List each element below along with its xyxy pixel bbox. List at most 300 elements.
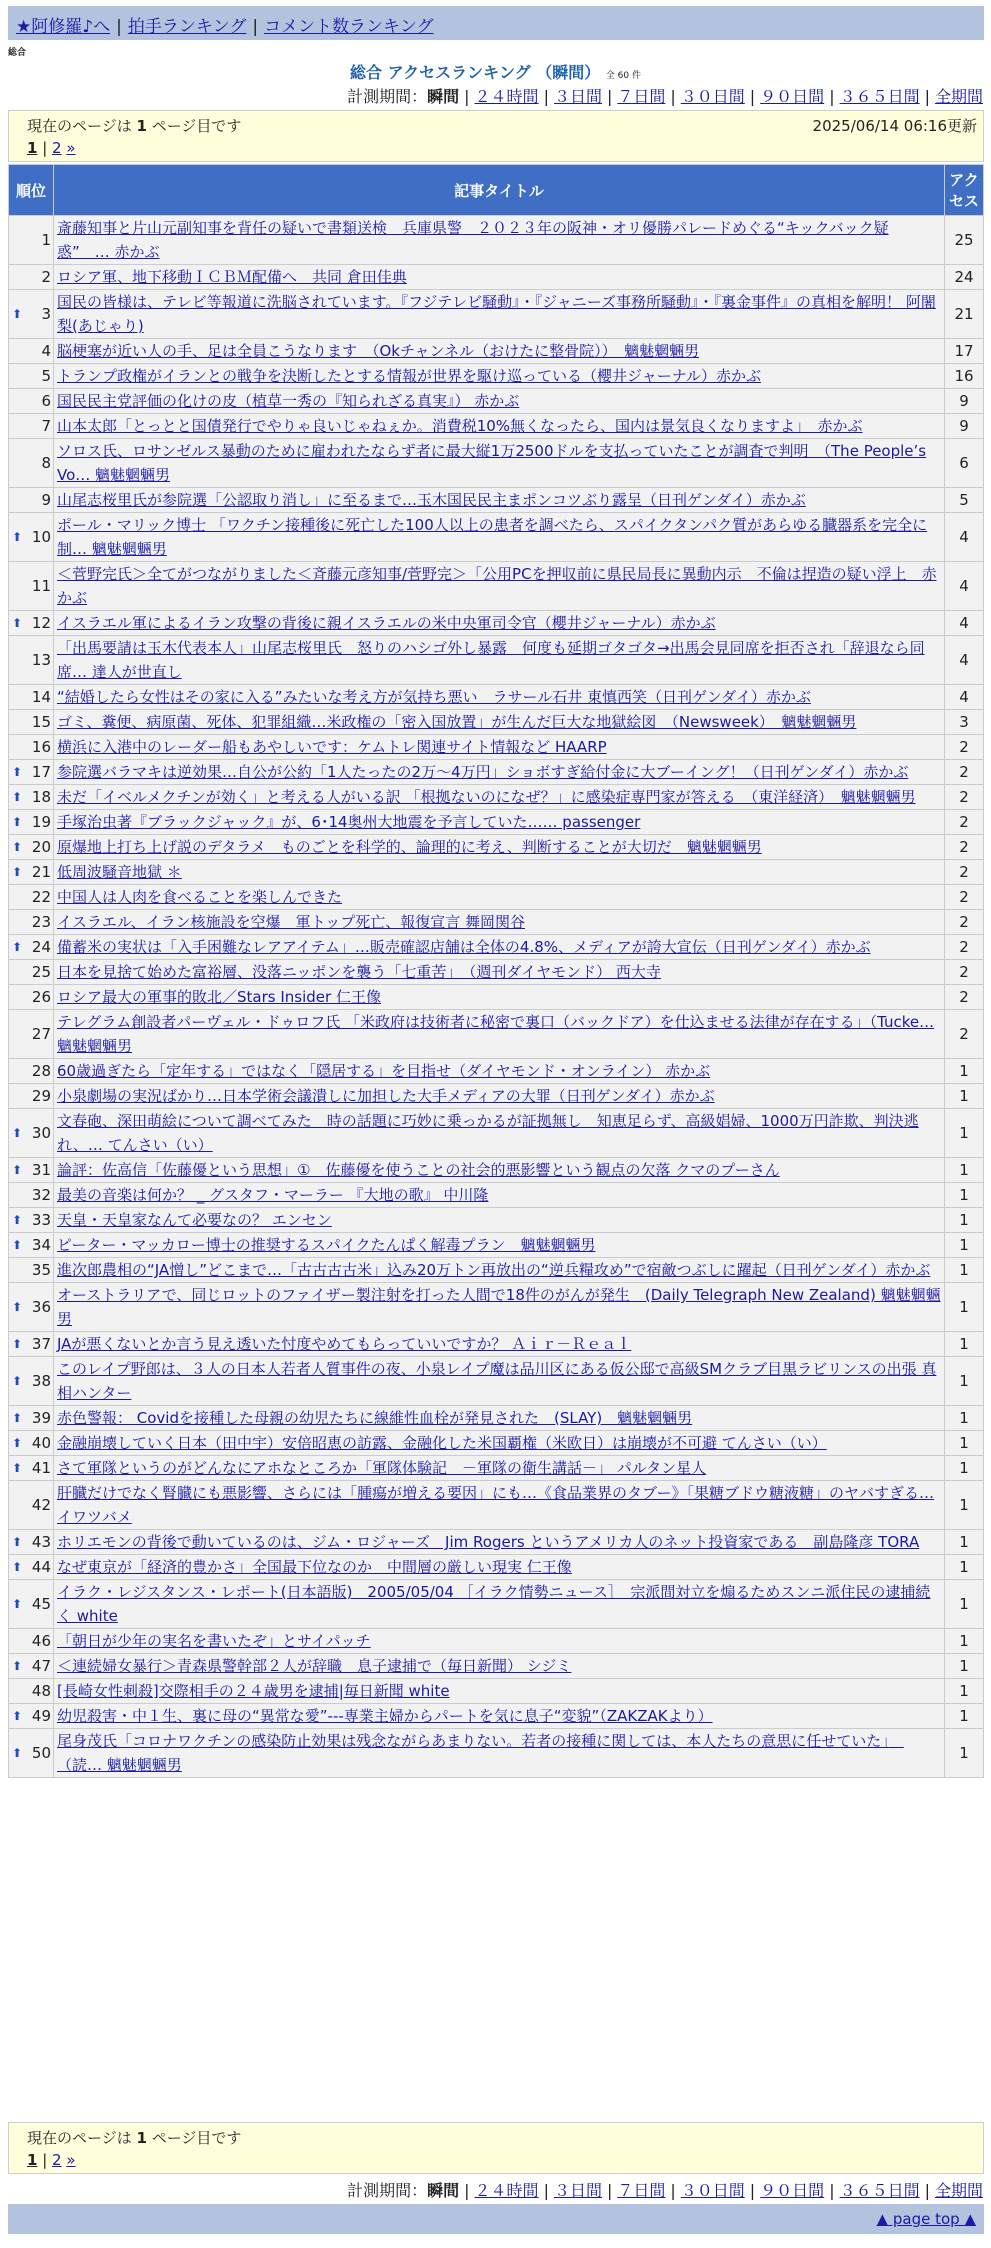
rank-number: 16	[31, 738, 51, 756]
rank-up-arrow-icon: ⬆	[12, 1659, 23, 1673]
rank-cell	[9, 760, 53, 784]
title-cell	[54, 710, 944, 734]
rank-number: 44	[31, 1558, 51, 1576]
rank-up-arrow-icon: ⬆	[12, 1436, 23, 1450]
article-title-link[interactable]: 未だ「イベルメクチンが効く」と考える人がいる訳 「根拠ないのになぜ？」に感染症専門家が答える （東洋経済） 魑魅魍魎男	[57, 788, 916, 806]
page-1-current: 1	[27, 139, 38, 157]
rank-number: 45	[31, 1595, 51, 1613]
article-title-link[interactable]: トランプ政権がイランとの戦争を決断したとする情報が世界を駆け巡っている（櫻井ジャーナル）赤かぶ	[57, 367, 761, 385]
rank-number: 48	[31, 1682, 51, 1700]
header-title: 記事タイトル	[54, 165, 944, 215]
article-title-link[interactable]: 斎藤知事と片山元副知事を背任の疑いで書類送検 兵庫県警 ２０２３年の阪神・オリ優勝パレードめぐる“キックバック疑惑” … 赤かぶ	[57, 219, 889, 261]
rank-cell	[9, 860, 53, 884]
table-row	[9, 1629, 983, 1653]
period-selector-top: 計測期間：瞬間 | ２４時間 | ３日間 | ７日間 | ３０日間 | ９０日間 | ３６５日間 | 全期間	[347, 87, 983, 106]
rank-cell	[9, 1629, 53, 1653]
rank-cell	[9, 339, 53, 363]
rank-number: 35	[31, 1261, 51, 1279]
access-count: 3	[945, 710, 983, 734]
article-title-link[interactable]: 中国人は人肉を食べることを楽しんできた	[57, 888, 343, 906]
table-row	[9, 710, 983, 734]
table-row	[9, 1431, 983, 1455]
article-title-link[interactable]: 金融崩壊していく日本（田中宇）安倍昭恵の訪露、金融化した米国覇権（米欧日）は崩壊が不可避 てんさい（い）	[57, 1434, 827, 1452]
rank-up-arrow-icon: ⬆	[12, 790, 23, 804]
rank-number: 8	[41, 454, 51, 472]
rank-cell	[9, 1258, 53, 1282]
access-count: 2	[945, 935, 983, 959]
rank-number: 12	[31, 614, 51, 632]
rank-number: 11	[31, 577, 51, 595]
table-row	[9, 1258, 983, 1282]
page-2-link[interactable]: 2	[52, 139, 62, 157]
page-title-text: 総合 アクセスランキング （瞬間）	[350, 63, 601, 82]
page-info-bottom	[8, 2122, 984, 2174]
title-cell	[54, 735, 944, 759]
title-cell	[54, 1530, 944, 1554]
rank-cell	[9, 216, 53, 264]
access-count: 9	[945, 414, 983, 438]
article-title-link[interactable]: 参院選バラマキは逆効果…自公が公約「1人たったの2万～4万円」ショボすぎ給付金に大ブーイング！（日刊ゲンダイ）赤かぶ	[57, 763, 909, 781]
rank-cell	[9, 1233, 53, 1257]
rank-cell	[9, 1183, 53, 1207]
title-cell	[54, 1580, 944, 1628]
access-count: 1	[945, 1109, 983, 1157]
rank-up-arrow-icon: ⬆	[12, 530, 23, 544]
access-count: 1	[945, 1208, 983, 1232]
title-cell	[54, 760, 944, 784]
table-row	[9, 1283, 983, 1331]
rank-cell	[9, 785, 53, 809]
table-row	[9, 985, 983, 1009]
access-count: 4	[945, 611, 983, 635]
article-title-link[interactable]: ピーター・マッカロー博士の推奨するスパイクたんぱく解毒プラン 魑魅魍魎男	[57, 1236, 596, 1254]
rank-cell	[9, 1431, 53, 1455]
access-count: 2	[945, 860, 983, 884]
page-title	[0, 60, 991, 83]
rank-number: 23	[31, 913, 51, 931]
table-row	[9, 785, 983, 809]
article-title-link[interactable]: 肝臓だけでなく腎臓にも悪影響、さらには「腫瘍が増える要因」にも…《食品業界のタブー》「果糖ブドウ糖液糖」のヤバすぎる… イワツバメ	[57, 1484, 935, 1526]
table-row	[9, 910, 983, 934]
rank-number: 33	[31, 1211, 51, 1229]
title-cell	[54, 985, 944, 1009]
rank-number: 50	[31, 1744, 51, 1762]
article-title-link[interactable]: 横浜に入港中のレーダー船もあやしいです：ケムトレ関連サイト情報など HAARP	[57, 738, 607, 756]
table-row	[9, 1456, 983, 1480]
rank-cell	[9, 1084, 53, 1108]
rank-number: 38	[31, 1372, 51, 1390]
rank-up-arrow-icon: ⬆	[12, 1238, 23, 1252]
title-cell	[54, 1208, 944, 1232]
table-row	[9, 216, 983, 264]
rank-number: 15	[31, 713, 51, 731]
title-cell	[54, 960, 944, 984]
rank-number: 2	[41, 268, 51, 286]
rank-number: 42	[31, 1496, 51, 1514]
page-2-link[interactable]: 2	[52, 2151, 62, 2169]
rank-number: 22	[31, 888, 51, 906]
rank-number: 19	[31, 813, 51, 831]
access-count: 1	[945, 1357, 983, 1405]
page-1-current: 1	[27, 2151, 38, 2169]
rank-number: 6	[41, 392, 51, 410]
rank-cell	[9, 1530, 53, 1554]
title-cell	[54, 685, 944, 709]
title-cell	[54, 1233, 944, 1257]
title-cell	[54, 810, 944, 834]
next-page-link[interactable]: »	[66, 2151, 76, 2169]
period-link-7d[interactable]: ７日間	[617, 87, 666, 106]
article-title-link[interactable]: さて軍隊というのがどんなにアホなところか「軍隊体験記 －軍隊の衛生講話－」 パルタン星人	[57, 1459, 707, 1477]
rank-cell	[9, 1456, 53, 1480]
table-row	[9, 1481, 983, 1529]
table-row	[9, 1084, 983, 1108]
ranking-table	[8, 164, 984, 1778]
rank-cell	[9, 1679, 53, 1703]
article-title-link[interactable]: このレイプ野郎は、３人の日本人若者人質事件の夜、小泉レイプ魔は品川区にある仮公邸で高級SMクラブ目黒ラビリンスの出張 真相ハンター	[57, 1360, 937, 1402]
table-row	[9, 1357, 983, 1405]
rank-number: 47	[31, 1657, 51, 1675]
article-title-link[interactable]: 最美の音楽は何か？ _ グスタフ・マーラー 『大地の歌』 中川隆	[57, 1186, 489, 1204]
table-row	[9, 290, 983, 338]
access-count: 2	[945, 985, 983, 1009]
title-cell	[54, 1729, 944, 1777]
rank-cell	[9, 1059, 53, 1083]
access-count: 1	[945, 1233, 983, 1257]
title-cell	[54, 636, 944, 684]
rank-cell	[9, 1109, 53, 1157]
title-cell	[54, 1555, 944, 1579]
title-cell	[54, 1704, 944, 1728]
rank-cell	[9, 710, 53, 734]
current-page-text: 現在のページは 1 ページ目です	[27, 117, 242, 135]
access-count: 1	[945, 1679, 983, 1703]
rank-cell	[9, 1357, 53, 1405]
rank-number: 9	[41, 491, 51, 509]
rank-up-arrow-icon: ⬆	[12, 1337, 23, 1351]
article-title-link[interactable]: イスラエル、イラン核施設を空爆 軍トップ死亡、報復宣言 舞岡関谷	[57, 913, 525, 931]
period-link-24h[interactable]: ２４時間	[474, 2181, 539, 2200]
table-row	[9, 1233, 983, 1257]
rank-number: 27	[31, 1025, 51, 1043]
table-row	[9, 760, 983, 784]
rank-up-arrow-icon: ⬆	[12, 1374, 23, 1388]
access-count: 1	[945, 1332, 983, 1356]
home-link[interactable]: ★阿修羅♪へ	[16, 17, 111, 37]
access-count: 2	[945, 785, 983, 809]
access-count: 6	[945, 439, 983, 487]
access-count: 2	[945, 835, 983, 859]
article-title-link[interactable]: ＜連続婦女暴行＞青森県警幹部２人が辞職 息子逮捕で（毎日新聞） シジミ	[57, 1657, 572, 1675]
table-row	[9, 611, 983, 635]
table-row	[9, 960, 983, 984]
period-current: 瞬間	[427, 87, 460, 106]
title-cell	[54, 1629, 944, 1653]
access-count: 24	[945, 265, 983, 289]
article-title-link[interactable]: ホリエモンの背後で動いているのは、ジム・ロジャーズ Jim Rogers というアメリカ人のネット投資家である 副島隆彦 TORA	[57, 1533, 920, 1551]
table-row	[9, 265, 983, 289]
access-count: 1	[945, 1704, 983, 1728]
article-title-link[interactable]: 小泉劇場の実況ばかり…日本学術会議潰しに加担した大手メディアの大罪（日刊ゲンダイ）赤かぶ	[57, 1087, 715, 1105]
rank-cell	[9, 1555, 53, 1579]
access-count: 25	[945, 216, 983, 264]
title-cell	[54, 1654, 944, 1678]
rank-up-arrow-icon: ⬆	[12, 940, 23, 954]
article-title-link[interactable]: 赤色警報： Covidを接種した母親の幼児たちに線維性血栓が発見された (SLAY) 魑魅魍魎男	[57, 1409, 693, 1427]
rank-number: 13	[31, 651, 51, 669]
rank-up-arrow-icon: ⬆	[12, 1213, 23, 1227]
rank-up-arrow-icon: ⬆	[12, 865, 23, 879]
access-count: 1	[945, 1283, 983, 1331]
rank-up-arrow-icon: ⬆	[12, 307, 23, 321]
title-cell	[54, 439, 944, 487]
table-row	[9, 636, 983, 684]
article-title-link[interactable]: 天皇・天皇家なんて必要なの？ エンセン	[57, 1211, 332, 1229]
table-row	[9, 488, 983, 512]
table-row	[9, 1580, 983, 1628]
access-count: 2	[945, 910, 983, 934]
rank-number: 31	[31, 1161, 51, 1179]
article-title-link[interactable]: イラク・レジスタンス・レポート(日本語版) 2005/05/04 ［イラク情勢ニュース］ 宗派間対立を煽るためスンニ派住民の逮捕続く white	[57, 1583, 931, 1625]
period-link-7d[interactable]: ７日間	[617, 2181, 666, 2200]
rank-number: 5	[41, 367, 51, 385]
table-row	[9, 1654, 983, 1678]
title-cell	[54, 611, 944, 635]
table-row	[9, 513, 983, 561]
applause-ranking-link[interactable]: 拍手ランキング	[127, 17, 247, 37]
title-cell	[54, 1158, 944, 1182]
article-title-link[interactable]: ゴミ、糞便、病原菌、死体、犯罪組織…米政権の「密入国放置」が生んだ巨大な地獄絵図 （Newsweek） 魑魅魍魎男	[57, 713, 857, 731]
period-link-3d[interactable]: ３日間	[553, 87, 602, 106]
article-title-link[interactable]: ＜菅野完氏＞全てがつながりました＜斉藤元彦知事/菅野完＞「公用PCを押収前に県民局長に異動内示 不倫は捏造の疑い浮上 赤かぶ	[57, 565, 937, 607]
period-link-all[interactable]: 全期間	[934, 87, 983, 106]
access-count: 1	[945, 1555, 983, 1579]
title-cell	[54, 513, 944, 561]
rank-cell	[9, 1704, 53, 1728]
access-count: 2	[945, 735, 983, 759]
access-count: 1	[945, 1481, 983, 1529]
table-row	[9, 1059, 983, 1083]
table-row	[9, 389, 983, 413]
article-title-link[interactable]: [長崎女性刺殺]交際相手の２４歳男を逮捕|毎日新聞 white	[57, 1682, 450, 1700]
rank-number: 32	[31, 1186, 51, 1204]
article-title-link[interactable]: “結婚したら女性はその家に入る”みたいな考え方が気持ち悪い ラサール石井 東慎西笑（日刊ゲンダイ）赤かぶ	[57, 688, 811, 706]
article-title-link[interactable]: 尾身茂氏「コロナワクチンの感染防止効果は残念ながらあまりない。若者の接種に関しては、本人たちの意思に任せていた」 （読… 魑魅魍魎男	[57, 1732, 904, 1774]
period-link-24h[interactable]: ２４時間	[474, 87, 539, 106]
article-title-link[interactable]: 60歳過ぎたら「定年する」ではなく「隠居する」を目指せ（ダイヤモンド・オンライン） 赤かぶ	[57, 1062, 711, 1080]
article-title-link[interactable]: 国民の皆様は、テレビ等報道に洗脳されています。『フジテレビ騒動』・『ジャニーズ事務所騒動』・『裏金事件』の真相を解明！ 阿闍梨(あじゃり)	[57, 293, 936, 335]
rank-number: 4	[41, 342, 51, 360]
header-access: アクセス	[945, 165, 983, 215]
rank-cell	[9, 935, 53, 959]
rank-cell	[9, 1580, 53, 1628]
title-cell	[54, 1084, 944, 1108]
article-title-link[interactable]: ポール・マリック博士 「ワクチン接種後に死亡した100人以上の患者を調べたら、スパイクタンパク質があらゆる臓器系を完全に制… 魑魅魍魎男	[57, 516, 928, 558]
rank-cell	[9, 835, 53, 859]
period-current: 瞬間	[427, 2181, 460, 2200]
access-count: 2	[945, 960, 983, 984]
article-title-link[interactable]: 山尾志桜里氏が参院選「公認取り消し」に至るまで…玉木国民民主まポンコツぶり露呈（日刊ゲンダイ）赤かぶ	[57, 491, 806, 509]
period-link-30d[interactable]: ３０日間	[680, 87, 745, 106]
rank-cell	[9, 1283, 53, 1331]
title-cell	[54, 1010, 944, 1058]
article-title-link[interactable]: 備蓄米の実状は「入手困難なレアアイテム」…販売確認店舗は全体の4.8%、メディアが誇大宣伝（日刊ゲンダイ）赤かぶ	[57, 938, 871, 956]
article-title-link[interactable]: なぜ東京が「経済的豊かさ」全国最下位なのか 中間層の厳しい現実 仁王像	[57, 1558, 572, 1576]
title-cell	[54, 562, 944, 610]
article-title-link[interactable]: 国民民主党評価の化けの皮（植草一秀の『知られざる真実』） 赤かぶ	[57, 392, 520, 410]
period-link-365d[interactable]: ３６５日間	[839, 87, 920, 106]
rank-up-arrow-icon: ⬆	[12, 1597, 23, 1611]
period-label: 計測期間：	[347, 87, 428, 106]
article-title-link[interactable]: ロシア軍、地下移動ＩＣＢＭ配備へ 共同 倉田佳典	[57, 268, 407, 286]
period-link-90d[interactable]: ９０日間	[760, 2181, 825, 2200]
title-cell	[54, 1283, 944, 1331]
table-row	[9, 685, 983, 709]
rank-number: 14	[31, 688, 51, 706]
updated-datetime: 2025/06/14 06:16更新	[812, 117, 977, 135]
rank-up-arrow-icon: ⬆	[12, 765, 23, 779]
title-cell	[54, 1332, 944, 1356]
article-title-link[interactable]: 文春砲、深田萌絵について調べてみた 時の話題に巧妙に乗っかるが証拠無し 知恵足らず、高級娼婦、1000万円詐欺、判決逃れ、… てんさい（い）	[57, 1112, 919, 1154]
rank-cell	[9, 414, 53, 438]
bottom-bar	[8, 2204, 984, 2234]
rank-cell	[9, 513, 53, 561]
title-cell	[54, 785, 944, 809]
period-link-90d[interactable]: ９０日間	[760, 87, 825, 106]
page-info-top	[8, 110, 984, 162]
rank-up-arrow-icon: ⬆	[12, 1163, 23, 1177]
article-title-link[interactable]: JAが悪くないとか言う見え透いた忖度やめてもらっていいですか？ Ａｉｒ－Ｒｅａｌ	[57, 1335, 632, 1353]
access-count: 1	[945, 1183, 983, 1207]
period-link-all[interactable]: 全期間	[934, 2181, 983, 2200]
rank-cell	[9, 1332, 53, 1356]
rank-cell	[9, 1208, 53, 1232]
table-row	[9, 860, 983, 884]
table-row	[9, 1010, 983, 1058]
title-cell	[54, 339, 944, 363]
rank-number: 25	[31, 963, 51, 981]
rank-number: 26	[31, 988, 51, 1006]
rank-number: 40	[31, 1434, 51, 1452]
table-row	[9, 1208, 983, 1232]
title-cell	[54, 885, 944, 909]
title-cell	[54, 290, 944, 338]
rank-up-arrow-icon: ⬆	[12, 1126, 23, 1140]
article-title-link[interactable]: 日本を見捨て始めた富裕層、没落ニッポンを襲う「七重苦」 （週刊ダイヤモンド） 西大寺	[57, 963, 661, 981]
access-count: 1	[945, 1456, 983, 1480]
rank-cell	[9, 810, 53, 834]
table-row	[9, 835, 983, 859]
rank-number: 3	[41, 305, 51, 323]
rank-cell	[9, 910, 53, 934]
article-title-link[interactable]: 「出馬要請は玉木代表本人」山尾志桜里氏 怒りのハシゴ外し暴露 何度も延期ゴタゴタ→出馬会見同席を拒否され「辞退なら同席… 達人が世直し	[57, 639, 925, 681]
rank-cell	[9, 985, 53, 1009]
article-title-link[interactable]: イスラエル軍によるイラン攻撃の背後に親イスラエルの米中央軍司令官（櫻井ジャーナル）赤かぶ	[57, 614, 716, 632]
title-cell	[54, 216, 944, 264]
nav-separator: |	[116, 17, 122, 37]
rank-number: 18	[31, 788, 51, 806]
rank-up-arrow-icon: ⬆	[12, 1535, 23, 1549]
rank-cell	[9, 1481, 53, 1529]
rank-cell	[9, 439, 53, 487]
rank-number: 30	[31, 1124, 51, 1142]
rank-number: 46	[31, 1632, 51, 1650]
top-nav-bar	[8, 6, 984, 40]
title-cell	[54, 1183, 944, 1207]
ranking-rows	[9, 216, 983, 1777]
article-title-link[interactable]: 進次郎農相の“JA憎し”どこまで…「古古古古米」込み20万トン再放出の“逆兵糧攻め”で宿敵つぶしに躍起（日刊ゲンダイ）赤かぶ	[57, 1261, 931, 1279]
article-title-link[interactable]: オーストラリアで、同じロットのファイザー製注射を打った人間で18件のがんが発生 (Daily Telegraph New Zealand) 魑魅魍魎男	[57, 1286, 941, 1328]
rank-cell	[9, 685, 53, 709]
title-cell	[54, 488, 944, 512]
article-title-link[interactable]: ソロス氏、ロサンゼルス暴動のために雇われたならず者に最大縦1万2500ドルを支払っていたことが調査で判明 （The People’s Vo… 魑魅魍魎男	[57, 442, 927, 484]
pagination-top: 1 | 2 »	[27, 139, 76, 157]
access-count: 1	[945, 1059, 983, 1083]
article-title-link[interactable]: 論評：佐高信「佐藤優という思想」① 佐藤優を使うことの社会的悪影響という観点の欠落 クマのプーさん	[57, 1161, 780, 1179]
rank-cell	[9, 364, 53, 388]
rank-cell	[9, 1158, 53, 1182]
table-row	[9, 1406, 983, 1430]
rank-cell	[9, 389, 53, 413]
rank-up-arrow-icon: ⬆	[12, 840, 23, 854]
period-link-365d[interactable]: ３６５日間	[839, 2181, 920, 2200]
period-link-30d[interactable]: ３０日間	[680, 2181, 745, 2200]
article-title-link[interactable]: 幼児殺害・中１生、裏に母の“異常な愛”---専業主婦からパートを気に息子“変貌”（ZAKZAKより）	[57, 1707, 713, 1725]
rank-number: 49	[31, 1707, 51, 1725]
rank-cell	[9, 562, 53, 610]
period-label: 計測期間：	[347, 2181, 428, 2200]
access-count: 1	[945, 1431, 983, 1455]
category-label: 総合	[8, 48, 27, 58]
comment-ranking-link[interactable]: コメント数ランキング	[264, 17, 434, 37]
article-title-link[interactable]: 脳梗塞が近い人の手、足は全員こうなります （Okチャンネル（おけたに整骨院）） 魑魅魍魎男	[57, 342, 700, 360]
table-row	[9, 1555, 983, 1579]
next-page-link[interactable]: »	[66, 139, 76, 157]
rank-number: 24	[31, 938, 51, 956]
access-count: 17	[945, 339, 983, 363]
period-link-3d[interactable]: ３日間	[553, 2181, 602, 2200]
pagination-bottom: 1 | 2 »	[27, 2151, 76, 2169]
table-row	[9, 1704, 983, 1728]
period-selector-bottom: 計測期間：瞬間 | ２４時間 | ３日間 | ７日間 | ３０日間 | ９０日間 | ３６５日間 | 全期間	[347, 2181, 983, 2200]
rank-number: 39	[31, 1409, 51, 1427]
access-count: 4	[945, 513, 983, 561]
access-count: 1	[945, 1406, 983, 1430]
article-title-link[interactable]: 手塚治虫著『ブラックジャック』が、6･14奥州大地震を予言していた…… passenger	[57, 813, 641, 831]
access-count: 1	[945, 1258, 983, 1282]
title-cell	[54, 1679, 944, 1703]
title-cell	[54, 935, 944, 959]
article-title-link[interactable]: 「朝日が少年の実名を書いたぞ」とサイパッチ	[57, 1632, 371, 1650]
access-count: 2	[945, 810, 983, 834]
rank-cell	[9, 1729, 53, 1777]
access-count: 16	[945, 364, 983, 388]
article-title-link[interactable]: 原爆地上打ち上げ説のデタラメ ものごとを科学的、論理的に考え、判断することが大切だ 魑魅魍魎男	[57, 838, 762, 856]
rank-number: 41	[31, 1459, 51, 1477]
table-row	[9, 1530, 983, 1554]
rank-number: 20	[31, 838, 51, 856]
article-title-link[interactable]: 低周波騒音地獄 ＊	[57, 863, 182, 881]
page-top-link[interactable]: ▲ page top ▲	[876, 2210, 976, 2228]
current-page-text: 現在のページは 1 ページ目です	[27, 2129, 242, 2147]
title-cell	[54, 265, 944, 289]
table-row	[9, 1332, 983, 1356]
title-cell	[54, 860, 944, 884]
article-title-link[interactable]: 山本太郎「とっとと国債発行でやりゃ良いじゃねぇか。消費税10%無くなったら、国内は景気良くなりますよ」 赤かぶ	[57, 417, 863, 435]
article-title-link[interactable]: テレグラム創設者パーヴェル・ドゥロフ氏 「米政府は技術者に秘密で裏口（バックドア）を仕込ませる法律が存在する」（Tucke… 魑魅魍魎男	[57, 1013, 935, 1055]
table-row	[9, 364, 983, 388]
article-title-link[interactable]: ロシア最大の軍事的敗北／Stars Insider 仁王像	[57, 988, 381, 1006]
